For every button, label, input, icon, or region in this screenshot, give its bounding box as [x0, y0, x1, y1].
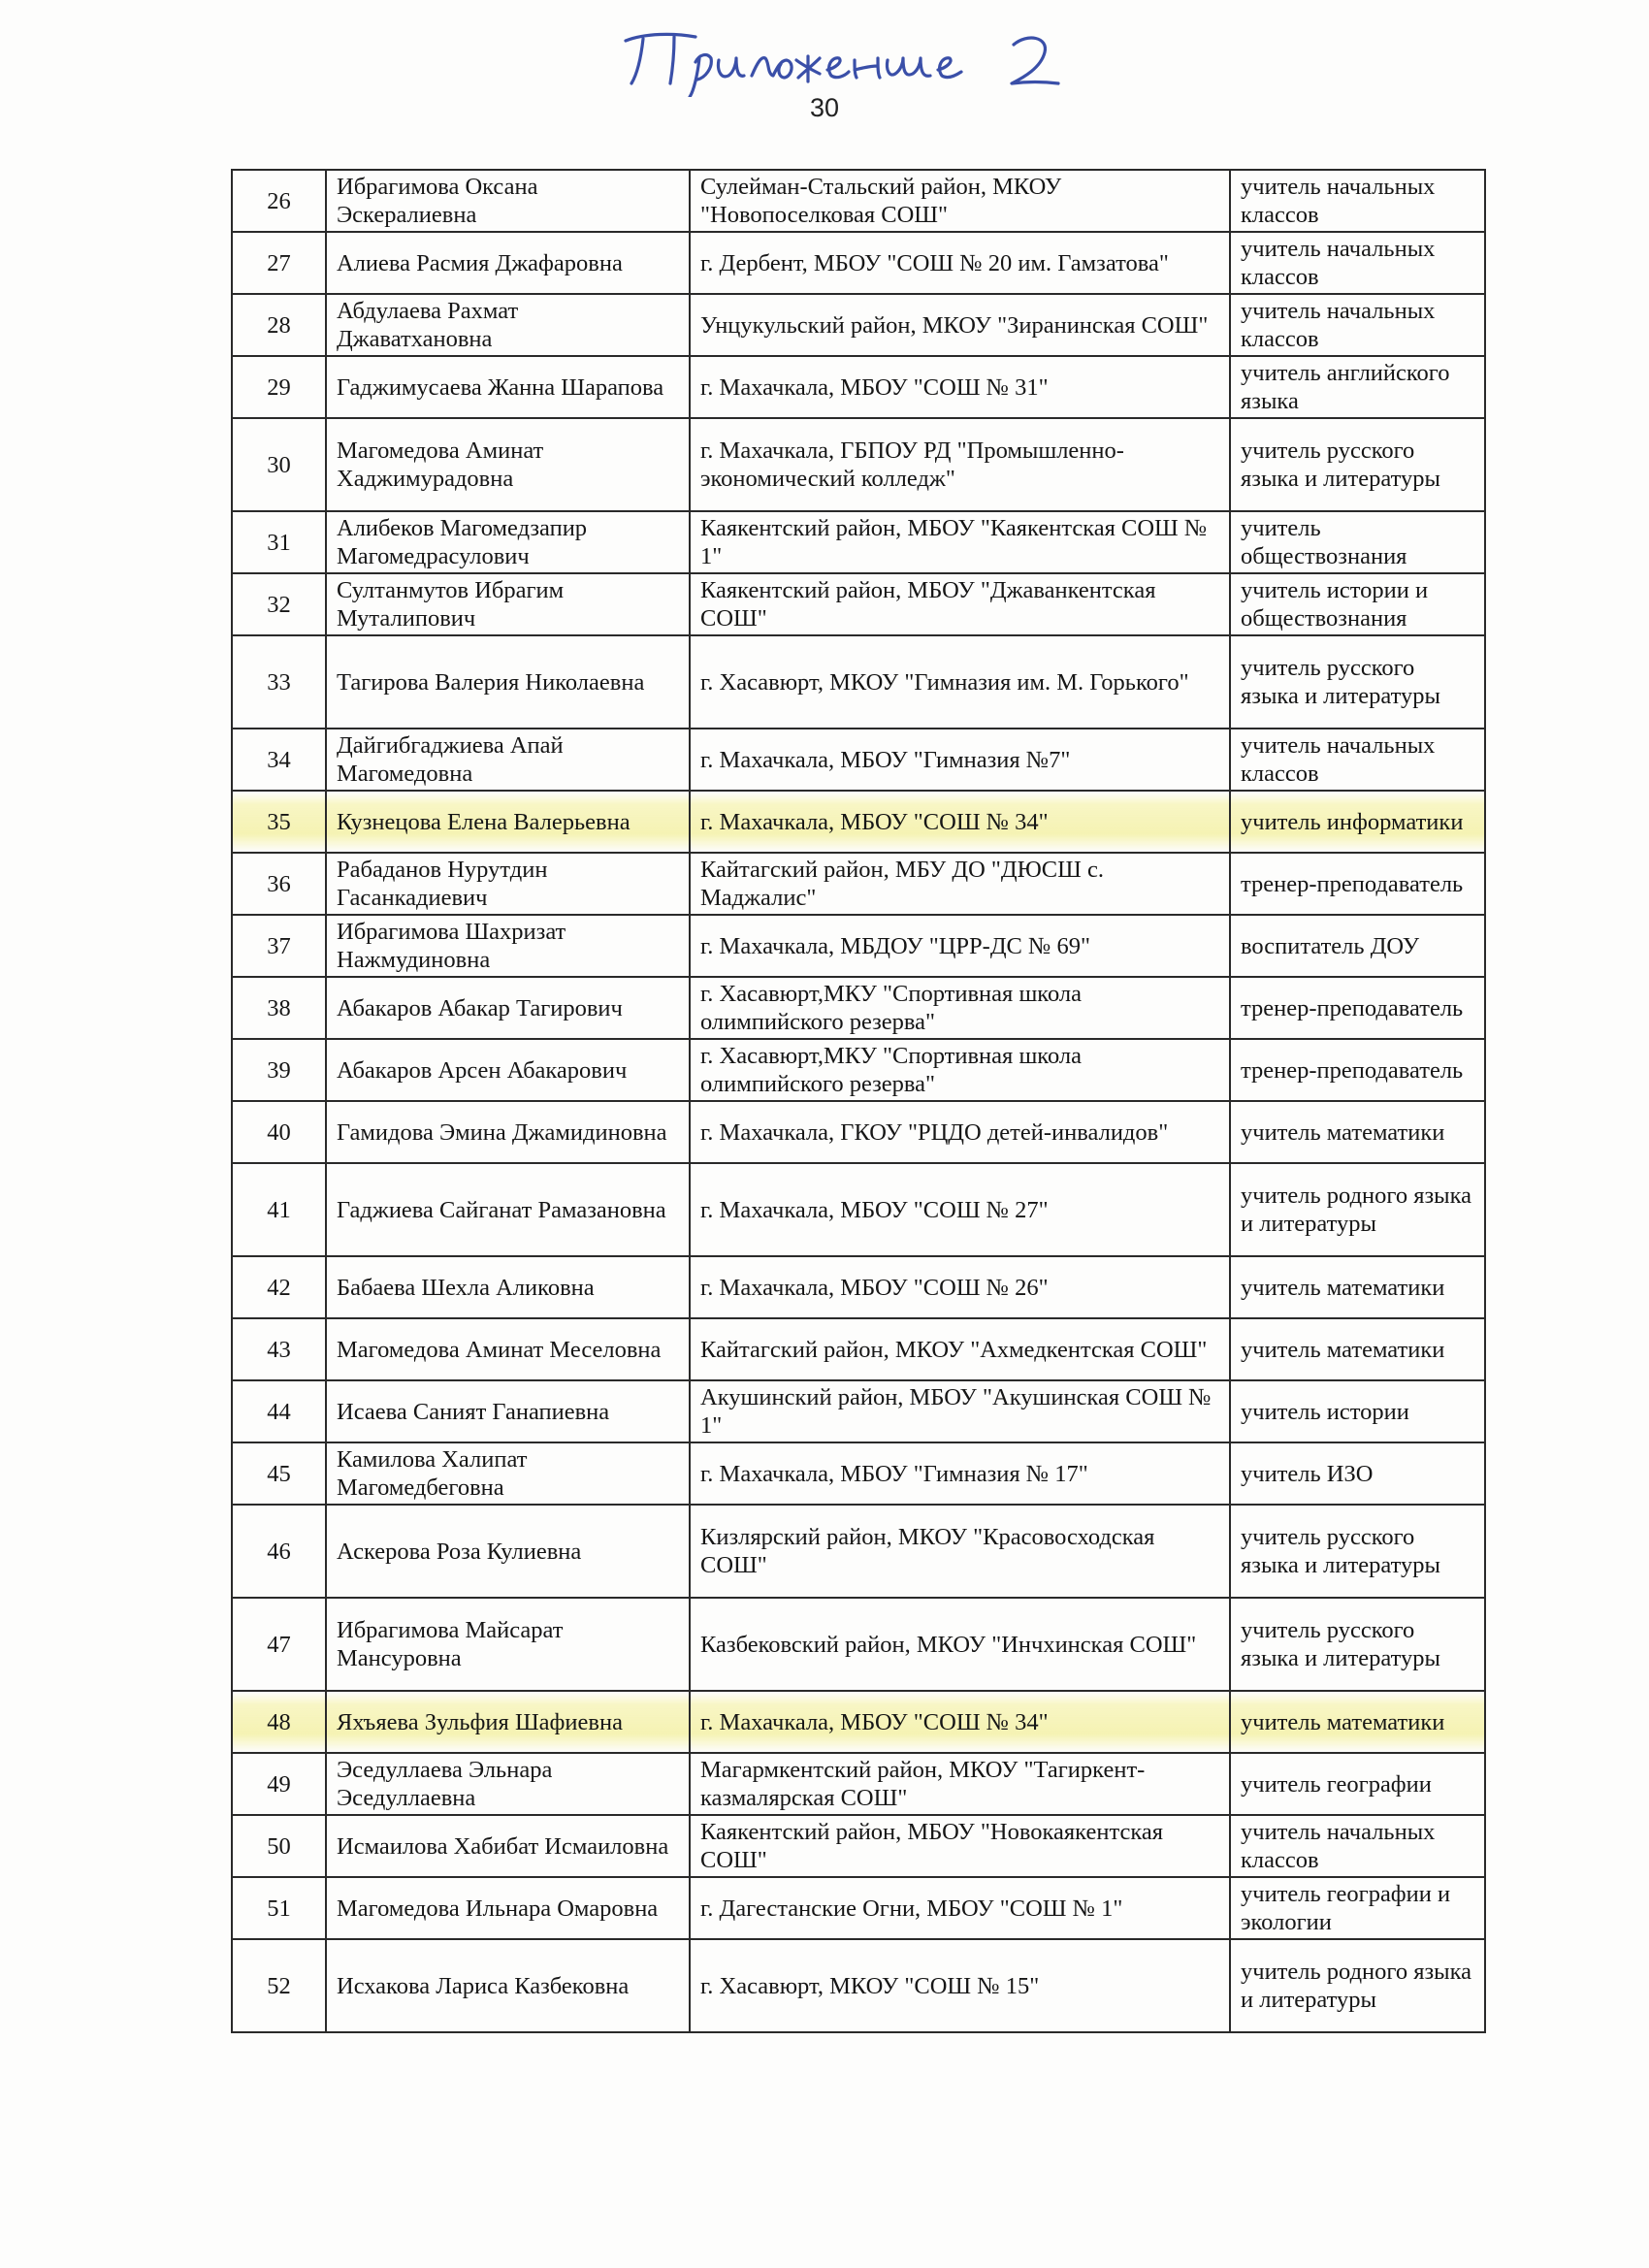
participant-name: Яхъяева Зульфия Шафиевна — [326, 1691, 690, 1753]
position-title: учитель обществознания — [1230, 511, 1485, 573]
participant-name: Султанмутов Ибрагим Муталипович — [326, 573, 690, 635]
row-number: 46 — [232, 1505, 326, 1598]
participant-name: Абакаров Абакар Тагирович — [326, 977, 690, 1039]
organization: г. Хасавюрт, МКОУ "Гимназия им. М. Горького" — [690, 635, 1230, 729]
row-number: 34 — [232, 729, 326, 791]
table-row — [232, 294, 1485, 356]
handwritten-annotation — [606, 19, 1111, 97]
row-number: 28 — [232, 294, 326, 356]
position-title: учитель географии и экологии — [1230, 1877, 1485, 1939]
participant-name: Ибрагимова Шахризат Нажмудиновна — [326, 915, 690, 977]
row-number: 31 — [232, 511, 326, 573]
table-row — [232, 1163, 1485, 1256]
position-title: учитель русского языка и литературы — [1230, 1505, 1485, 1598]
table-row — [232, 170, 1485, 232]
row-number: 51 — [232, 1877, 326, 1939]
participant-name: Гаджимусаева Жанна Шарапова — [326, 356, 690, 418]
row-number: 27 — [232, 232, 326, 294]
participant-name: Магомедова Ильнара Омаровна — [326, 1877, 690, 1939]
row-number: 36 — [232, 853, 326, 915]
row-number: 39 — [232, 1039, 326, 1101]
row-number: 49 — [232, 1753, 326, 1815]
table-row — [232, 853, 1485, 915]
table-row — [232, 573, 1485, 635]
row-number: 40 — [232, 1101, 326, 1163]
table-row — [232, 1815, 1485, 1877]
organization: Каякентский район, МБОУ "Каякентская СОШ № 1" — [690, 511, 1230, 573]
position-title: тренер-преподаватель — [1230, 1039, 1485, 1101]
position-title: учитель математики — [1230, 1691, 1485, 1753]
table-row — [232, 1753, 1485, 1815]
position-title: воспитатель ДОУ — [1230, 915, 1485, 977]
participants-table — [231, 169, 1486, 2033]
organization: г. Махачкала, МБОУ "Гимназия №7" — [690, 729, 1230, 791]
table-row — [232, 1939, 1485, 2032]
organization: Сулейман-Стальский район, МКОУ "Новопоселковая СОШ" — [690, 170, 1230, 232]
row-number: 26 — [232, 170, 326, 232]
organization: Каякентский район, МБОУ "Джаванкентская СОШ" — [690, 573, 1230, 635]
row-number: 48 — [232, 1691, 326, 1753]
table-row — [232, 511, 1485, 573]
position-title: учитель истории — [1230, 1380, 1485, 1442]
position-title: учитель родного языка и литературы — [1230, 1163, 1485, 1256]
row-number: 33 — [232, 635, 326, 729]
position-title: тренер-преподаватель — [1230, 853, 1485, 915]
participant-name: Магомедова Аминат Меселовна — [326, 1318, 690, 1380]
table-row — [232, 635, 1485, 729]
position-title: учитель русского языка и литературы — [1230, 418, 1485, 511]
organization: Акушинский район, МБОУ "Акушинская СОШ № 1" — [690, 1380, 1230, 1442]
position-title: учитель начальных классов — [1230, 729, 1485, 791]
participant-name: Магомедова Аминат Хаджимурадовна — [326, 418, 690, 511]
row-number: 30 — [232, 418, 326, 511]
organization: г. Махачкала, ГБПОУ РД "Промышленно-экономический колледж" — [690, 418, 1230, 511]
participant-name: Исхакова Лариса Казбековна — [326, 1939, 690, 2032]
row-number: 41 — [232, 1163, 326, 1256]
table-row — [232, 791, 1485, 853]
table-row — [232, 1039, 1485, 1101]
participant-name: Эседуллаева Эльнара Эседуллаевна — [326, 1753, 690, 1815]
organization: г. Махачкала, МБОУ "СОШ № 34" — [690, 791, 1230, 853]
row-number: 44 — [232, 1380, 326, 1442]
row-number: 32 — [232, 573, 326, 635]
position-title: учитель математики — [1230, 1101, 1485, 1163]
participant-name: Ибрагимова Майсарат Мансуровна — [326, 1598, 690, 1691]
participant-name: Бабаева Шехла Аликовна — [326, 1256, 690, 1318]
table-row — [232, 915, 1485, 977]
position-title: учитель начальных классов — [1230, 170, 1485, 232]
participant-name: Абакаров Арсен Абакарович — [326, 1039, 690, 1101]
table-row — [232, 1380, 1485, 1442]
table-row — [232, 418, 1485, 511]
table-row — [232, 1256, 1485, 1318]
participant-name: Алибеков Магомедзапир Магомедрасулович — [326, 511, 690, 573]
organization: г. Дагестанские Огни, МБОУ "СОШ № 1" — [690, 1877, 1230, 1939]
organization: г. Махачкала, МБОУ "СОШ № 31" — [690, 356, 1230, 418]
table-row — [232, 1505, 1485, 1598]
participant-name: Аскерова Роза Кулиевна — [326, 1505, 690, 1598]
position-title: учитель русского языка и литературы — [1230, 1598, 1485, 1691]
position-title: учитель ИЗО — [1230, 1442, 1485, 1505]
organization: г. Хасавюрт, МКОУ "СОШ № 15" — [690, 1939, 1230, 2032]
organization: Каякентский район, МБОУ "Новокаякентская СОШ" — [690, 1815, 1230, 1877]
row-number: 38 — [232, 977, 326, 1039]
row-number: 52 — [232, 1939, 326, 2032]
position-title: учитель начальных классов — [1230, 232, 1485, 294]
position-title: учитель математики — [1230, 1256, 1485, 1318]
participant-name: Камилова Халипат Магомедбеговна — [326, 1442, 690, 1505]
organization: г. Махачкала, МБОУ "Гимназия № 17" — [690, 1442, 1230, 1505]
table-row — [232, 1598, 1485, 1691]
participant-name: Гаджиева Сайганат Рамазановна — [326, 1163, 690, 1256]
position-title: учитель родного языка и литературы — [1230, 1939, 1485, 2032]
participant-name: Ибрагимова Оксана Эскералиевна — [326, 170, 690, 232]
organization: Кайтагский район, МКОУ "Ахмедкентская СОШ" — [690, 1318, 1230, 1380]
participant-name: Гамидова Эмина Джамидиновна — [326, 1101, 690, 1163]
table-row — [232, 977, 1485, 1039]
position-title: учитель истории и обществознания — [1230, 573, 1485, 635]
row-number: 45 — [232, 1442, 326, 1505]
organization: Унцукульский район, МКОУ "Зиранинская СОШ" — [690, 294, 1230, 356]
organization: Кизлярский район, МКОУ "Красовосходская СОШ" — [690, 1505, 1230, 1598]
row-number: 50 — [232, 1815, 326, 1877]
participant-name: Кузнецова Елена Валерьевна — [326, 791, 690, 853]
participant-name: Рабаданов Нурутдин Гасанкадиевич — [326, 853, 690, 915]
table-row — [232, 356, 1485, 418]
participant-name: Тагирова Валерия Николаевна — [326, 635, 690, 729]
organization: г. Махачкала, ГКОУ "РЦДО детей-инвалидов" — [690, 1101, 1230, 1163]
table-row — [232, 232, 1485, 294]
row-number: 42 — [232, 1256, 326, 1318]
organization: г. Хасавюрт,МКУ "Спортивная школа олимпийского резерва" — [690, 977, 1230, 1039]
page-number: 30 — [809, 93, 840, 122]
position-title: учитель начальных классов — [1230, 294, 1485, 356]
row-number: 37 — [232, 915, 326, 977]
row-number: 47 — [232, 1598, 326, 1691]
table-body — [232, 170, 1485, 2032]
position-title: учитель математики — [1230, 1318, 1485, 1380]
table-row — [232, 1442, 1485, 1505]
position-title: тренер-преподаватель — [1230, 977, 1485, 1039]
organization: г. Махачкала, МБДОУ "ЦРР-ДС № 69" — [690, 915, 1230, 977]
table-row — [232, 729, 1485, 791]
position-title: учитель русского языка и литературы — [1230, 635, 1485, 729]
row-number: 35 — [232, 791, 326, 853]
position-title: учитель начальных классов — [1230, 1815, 1485, 1877]
row-number: 43 — [232, 1318, 326, 1380]
organization: г. Дербент, МБОУ "СОШ № 20 им. Гамзатова" — [690, 232, 1230, 294]
participant-name: Исмаилова Хабибат Исмаиловна — [326, 1815, 690, 1877]
organization: Кайтагский район, МБУ ДО "ДЮСШ с. Маджалис" — [690, 853, 1230, 915]
organization: Магармкентский район, МКОУ "Тагиркент-казмалярская СОШ" — [690, 1753, 1230, 1815]
organization: г. Хасавюрт,МКУ "Спортивная школа олимпийского резерва" — [690, 1039, 1230, 1101]
organization: г. Махачкала, МБОУ "СОШ № 27" — [690, 1163, 1230, 1256]
position-title: учитель информатики — [1230, 791, 1485, 853]
row-number: 29 — [232, 356, 326, 418]
table-row — [232, 1691, 1485, 1753]
table-row — [232, 1318, 1485, 1380]
participant-name: Исаева Саният Ганапиевна — [326, 1380, 690, 1442]
table-row — [232, 1101, 1485, 1163]
organization: г. Махачкала, МБОУ "СОШ № 26" — [690, 1256, 1230, 1318]
participant-name: Абдулаева Рахмат Джаватхановна — [326, 294, 690, 356]
participant-name: Дайгибгаджиева Апай Магомедовна — [326, 729, 690, 791]
position-title: учитель английского языка — [1230, 356, 1485, 418]
table-row — [232, 1877, 1485, 1939]
organization: Казбековский район, МКОУ "Инчхинская СОШ" — [690, 1598, 1230, 1691]
participant-name: Алиева Расмия Джафаровна — [326, 232, 690, 294]
organization: г. Махачкала, МБОУ "СОШ № 34" — [690, 1691, 1230, 1753]
position-title: учитель географии — [1230, 1753, 1485, 1815]
